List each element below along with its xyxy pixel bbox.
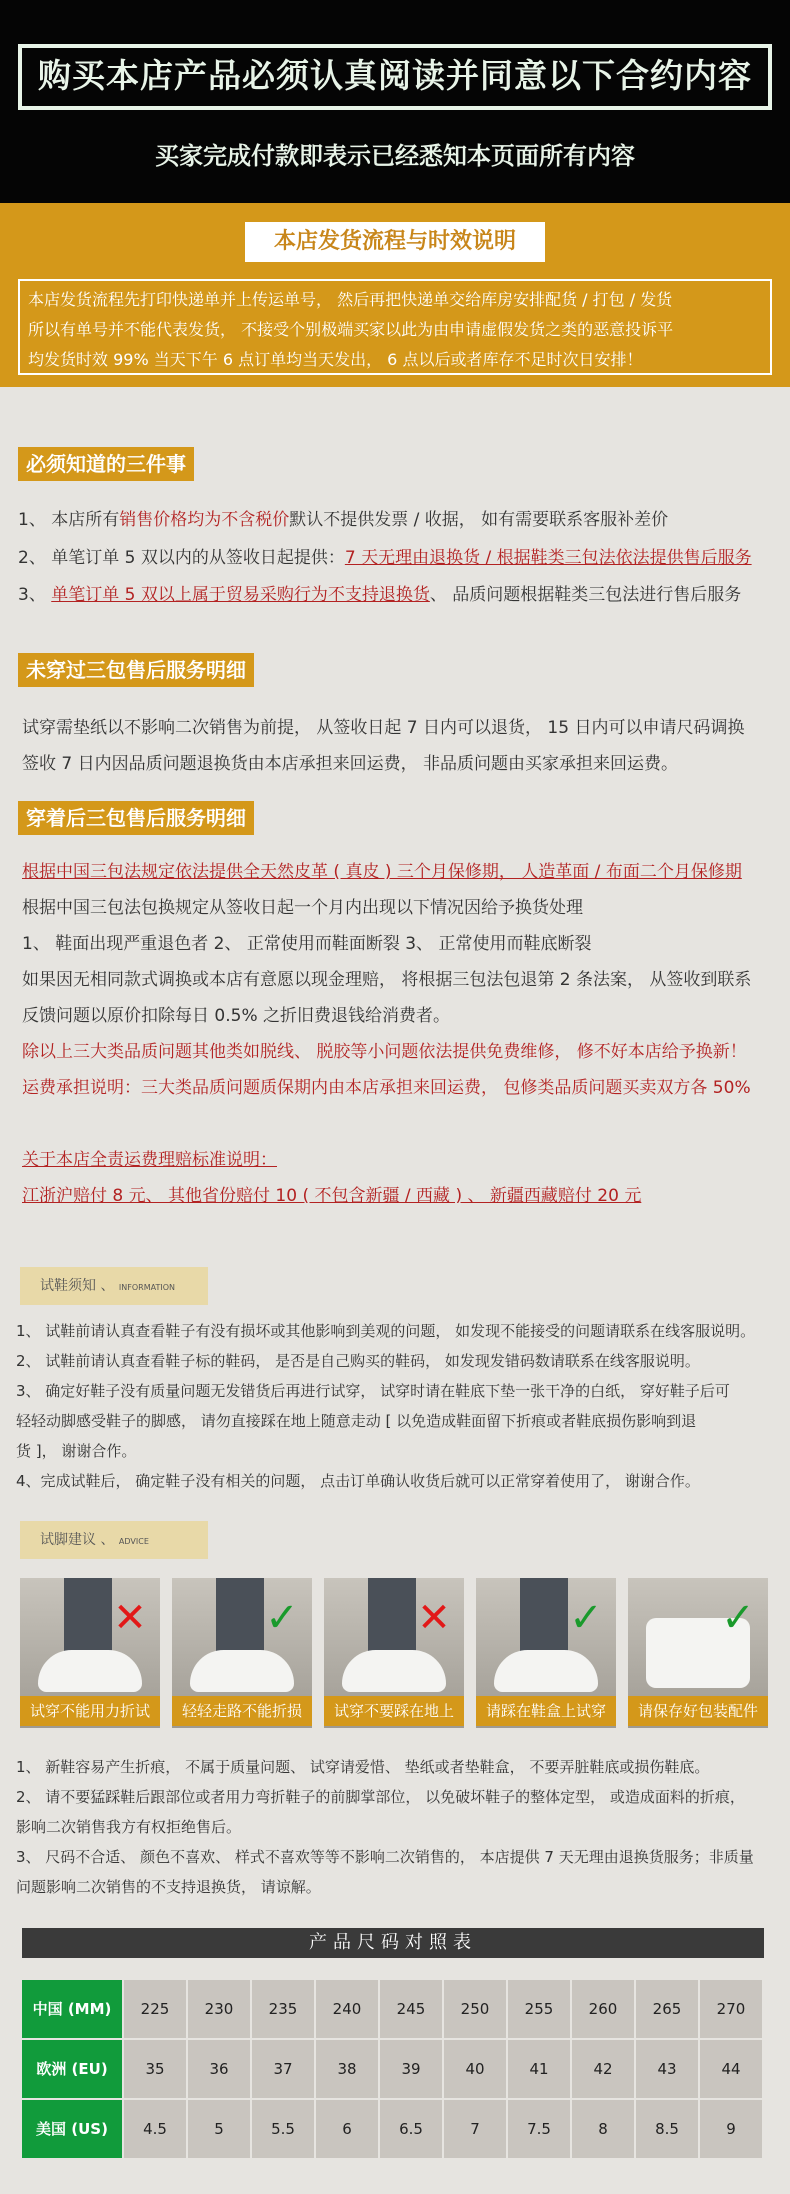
text-line: 轻轻动脚感受鞋子的脚感， 请勿直接踩在地上随意走动 [ 以免造成鞋面留下折痕或者鞋底损伤影响到退 <box>16 1412 697 1430</box>
shipping-panel <box>18 279 772 375</box>
size-cell: 225 <box>124 1980 186 2038</box>
text-line: 4、完成试鞋后， 确定鞋子没有相关的问题， 点击订单确认收货后就可以正常穿着使用了， 谢谢合作。 <box>16 1472 700 1490</box>
text-line: 影响二次销售我方有权拒绝售后。 <box>16 1818 242 1836</box>
photo-caption: 请踩在鞋盒上试穿 <box>476 1696 616 1726</box>
three-things-line-1 <box>18 505 772 530</box>
text-line: 签收 7 日内因品质问题退换货由本店承担来回运费， 非品质问题由买家承担来回运费。 <box>22 754 679 774</box>
advice-photo <box>20 1578 160 1728</box>
size-cell: 265 <box>636 1980 698 2038</box>
size-cell: 8.5 <box>636 2100 698 2158</box>
text-line: 1、 鞋面出现严重退色者 2、 正常使用而鞋面断裂 3、 正常使用而鞋底断裂 <box>22 934 592 954</box>
size-cell: 40 <box>444 2040 506 2098</box>
shipping-line: 本店发货流程先打印快递单并上传运单号， 然后再把快递单交给库房安排配货 / 打包 / 发货 <box>28 290 673 309</box>
text-line: 反馈问题以原价扣除每日 0.5% 之折旧费退钱给消费者。 <box>22 1006 450 1026</box>
three-things-line-3 <box>18 580 772 605</box>
text-line: 如果因无相同款式调换或本店有意愿以现金理赔， 将根据三包法包退第 2 条法案， 从签收到联系 <box>22 970 752 990</box>
tag-text-en: INFORMATION <box>118 1283 175 1292</box>
header-banner <box>0 0 790 203</box>
advice-tag <box>20 1521 208 1559</box>
size-cell: 5 <box>188 2100 250 2158</box>
advice-photo <box>628 1578 768 1728</box>
check-icon: ✓ <box>721 1595 755 1641</box>
text-line: 试穿需垫纸以不影响二次销售为前提， 从签收日起 7 日内可以退货， 15 日内可以申请尺码调换 <box>22 718 745 738</box>
cross-icon: ✕ <box>113 1595 147 1641</box>
text-line: 2、 请不要猛踩鞋后跟部位或者用力弯折鞋子的前脚掌部位， 以免破坏鞋子的整体定型， 或造成面料的折痕， <box>16 1788 745 1806</box>
size-cell: 240 <box>316 1980 378 2038</box>
photo-caption: 轻轻走路不能折损 <box>172 1696 312 1726</box>
size-cell: 9 <box>700 2100 762 2158</box>
size-table-title: 产品尺码对照表 <box>22 1928 764 1958</box>
worn-tag: 穿着后三包售后服务明细 <box>18 801 254 835</box>
warranty-line: 根据中国三包法规定依法提供全天然皮革 ( 真皮 ) 三个月保修期， 人造革面 / 布面二个月保修期 <box>22 862 742 882</box>
size-row-header: 欧洲 (EU) <box>22 2040 122 2098</box>
advice-photo <box>476 1578 616 1728</box>
size-cell: 5.5 <box>252 2100 314 2158</box>
size-cell: 41 <box>508 2040 570 2098</box>
tryon-text <box>16 1316 776 1496</box>
tag-text: 试鞋须知 、 <box>40 1278 115 1294</box>
three-things-line-2 <box>18 543 772 568</box>
size-cell: 270 <box>700 1980 762 2038</box>
size-cell: 235 <box>252 1980 314 2038</box>
size-cell: 260 <box>572 1980 634 2038</box>
text: 2、 单笔订单 5 双以内的从签收日起提供： <box>18 548 345 568</box>
worn-text <box>22 854 772 1214</box>
size-cell: 4.5 <box>124 2100 186 2158</box>
size-cell: 37 <box>252 2040 314 2098</box>
shipping-tag: 本店发货流程与时效说明 <box>245 222 545 262</box>
photo-caption: 试穿不要踩在地上 <box>324 1696 464 1726</box>
shoe-shape <box>38 1650 142 1692</box>
size-cell: 7 <box>444 2100 506 2158</box>
size-cell: 38 <box>316 2040 378 2098</box>
text-line: 货 ]， 谢谢合作。 <box>16 1442 137 1460</box>
text-line: 1、 新鞋容易产生折痕， 不属于质量问题、 试穿请爱惜、 垫纸或者垫鞋盒， 不要弄脏鞋底或损伤鞋底。 <box>16 1758 710 1776</box>
size-cell: 43 <box>636 2040 698 2098</box>
shoe-shape <box>190 1650 294 1692</box>
size-cell: 8 <box>572 2100 634 2158</box>
freight-standard-line: 江浙沪赔付 8 元、 其他省份赔付 10 ( 不包含新疆 / 西藏 ) 、 新疆西藏赔付 20 元 <box>22 1186 642 1206</box>
tryon-tag <box>20 1267 208 1305</box>
check-icon: ✓ <box>569 1595 603 1641</box>
text-line: 根据中国三包法包换规定从签收日起一个月内出现以下情况因给予换货处理 <box>22 898 583 918</box>
tag-text-en: ADVICE <box>118 1537 149 1546</box>
leg-shape <box>368 1578 416 1658</box>
repair-line: 除以上三大类品质问题其他类如脱线、 脱胶等小问题依法提供免费维修， 修不好本店给予换新！ <box>22 1042 747 1062</box>
unworn-text <box>22 710 772 782</box>
size-cell: 39 <box>380 2040 442 2098</box>
size-cell: 250 <box>444 1980 506 2038</box>
leg-shape <box>520 1578 568 1658</box>
photo-caption: 试穿不能用力折试 <box>20 1696 160 1726</box>
highlight-text: 销售价格均为不含税价 <box>119 510 290 530</box>
shipping-line: 均发货时效 99% 当天下午 6 点订单均当天发出， 6 点以后或者库存不足时次日安排！ <box>28 350 643 369</box>
text-line: 1、 试鞋前请认真查看鞋子有没有损坏或其他影响到美观的问题， 如发现不能接受的问题请联系在线客服说明。 <box>16 1322 756 1340</box>
page-subtitle: 买家完成付款即表示已经悉知本页面所有内容 <box>155 142 635 170</box>
size-cell: 6 <box>316 2100 378 2158</box>
size-row-header: 中国 (MM) <box>22 1980 122 2038</box>
size-cell: 245 <box>380 1980 442 2038</box>
text-line: 3、 确定好鞋子没有质量问题无发错货后再进行试穿， 试穿时请在鞋底下垫一张干净的白纸， 穿好鞋子后可 <box>16 1382 730 1400</box>
size-cell: 36 <box>188 2040 250 2098</box>
shipping-line: 所以有单号并不能代表发货， 不接受个别极端买家以此为由申请虚假发货之类的恶意投诉平 <box>28 320 674 339</box>
highlight-text: 单笔订单 5 双以上属于贸易采购行为不支持退换货 <box>51 585 430 605</box>
size-cell: 255 <box>508 1980 570 2038</box>
size-cell: 35 <box>124 2040 186 2098</box>
leg-shape <box>64 1578 112 1658</box>
freight-line: 运费承担说明：三大类品质问题质保期内由本店承担来回运费， 包修类品质问题买卖双方各 50% <box>22 1078 751 1098</box>
unworn-tag: 未穿过三包售后服务明细 <box>18 653 254 687</box>
photo-caption: 请保存好包装配件 <box>628 1696 768 1726</box>
text: 3、 <box>18 585 52 605</box>
advice-photo <box>172 1578 312 1728</box>
text: 1、 本店所有 <box>18 510 120 530</box>
check-icon: ✓ <box>265 1595 299 1641</box>
shoe-shape <box>494 1650 598 1692</box>
advice-text <box>16 1752 776 1902</box>
leg-shape <box>216 1578 264 1658</box>
text: 、 品质问题根据鞋类三包法进行售后服务 <box>429 585 742 605</box>
text-line: 2、 试鞋前请认真查看鞋子标的鞋码， 是否是自己购买的鞋码， 如发现发错码数请联系在线客服说明。 <box>16 1352 700 1370</box>
text-line: 问题影响二次销售的不支持退换货， 请谅解。 <box>16 1878 321 1896</box>
page-title: 购买本店产品必须认真阅读并同意以下合约内容 <box>38 56 752 95</box>
advice-photo <box>324 1578 464 1728</box>
size-cell: 42 <box>572 2040 634 2098</box>
size-cell: 44 <box>700 2040 762 2098</box>
size-cell: 6.5 <box>380 2100 442 2158</box>
text: 默认不提供发票 / 收据， 如有需要联系客服补差价 <box>289 510 669 530</box>
highlight-text: 7 天无理由退换货 / 根据鞋类三包法依法提供售后服务 <box>344 548 752 568</box>
text-line: 3、 尺码不合适、 颜色不喜欢、 样式不喜欢等等不影响二次销售的， 本店提供 7 天无理由退换货服务；非质量 <box>16 1848 754 1866</box>
size-row-header: 美国 (US) <box>22 2100 122 2158</box>
three-things-tag: 必须知道的三件事 <box>18 447 194 481</box>
cross-icon: ✕ <box>417 1595 451 1641</box>
shoe-shape <box>342 1650 446 1692</box>
size-cell: 7.5 <box>508 2100 570 2158</box>
tag-text: 试脚建议 、 <box>40 1532 115 1548</box>
freight-standard-title: 关于本店全责运费理赔标准说明： <box>22 1150 277 1170</box>
shipping-section <box>0 203 790 387</box>
size-cell: 230 <box>188 1980 250 2038</box>
